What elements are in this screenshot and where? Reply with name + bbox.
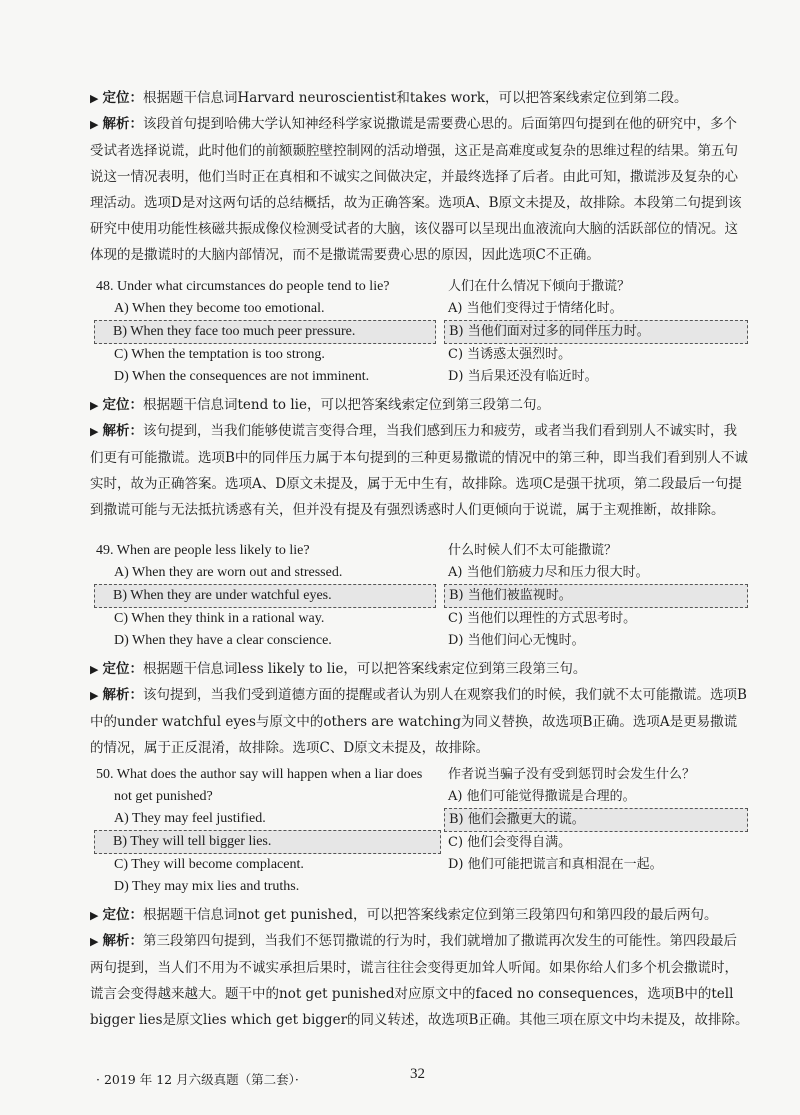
q50-locate: ▶ 定位：根据题干信息词not get punished，可以把答案线索定位到第三段第四句和第四段的最后两句。 xyxy=(90,907,718,923)
q49-stem: 49. When are people less likely to lie? xyxy=(96,543,310,558)
q47-analysis: ▶ 解析：该段首句提到哈佛大学认知神经科学家说撒谎是需要费心思的。后面第四句提到在他的研究中，多个受试者选择说谎，此时他们的前额颞腔壁控制网的活动增强，这正是高难度或复杂的思维过程的结果。第五句说这一情况表明，他们当时正在真相和不诚实之间做决定，并最终选择了后者。由此可知，撒谎涉及复杂的心理活动。选项D是对这两句话的总结概括，故为正确答案。选项A、B原文未提及，故排除。本段第二句提到该研究中使用功能性核磁共振成像仪检测受试者的大脑，该仪器可以呈现出血液流向大脑的活跃部位的情况。这体现的是撒谎时的大脑内部情况，而不是撒谎需要费心思的原因，因此选项C不正确。 xyxy=(90,116,742,263)
q47-locate: ▶ 定位：根据题干信息词Harvard neuroscientist和takes work，可以把答案线索定位到第二段。 xyxy=(90,90,688,106)
q49-cn-option-b-answer: B) 当他们被监视时。 xyxy=(444,584,748,608)
q50-stem-line2: not get punished? xyxy=(114,789,213,804)
q48-analysis: ▶ 解析：该句提到，当我们能够使谎言变得合理，当我们感到压力和疲劳，或者当我们看到别人不诚实时，我们更有可能撒谎。选项B中的同伴压力属于本句提到的三种更易撒谎的情况中的第三种，即当我们看到别人不诚实时，故为正确答案。选项A、D原文未提及，属于无中生有，故排除。选项C是强干扰项，第二段最后一句提到撒谎可能与无法抵抗诱惑有关，但并没有提及有强烈诱惑时人们更倾向于说谎，属于主观推断，故排除。 xyxy=(90,423,748,518)
q50-analysis: ▶ 解析：第三段第四句提到，当我们不惩罚撒谎的行为时，我们就增加了撒谎再次发生的可能性。第四段最后两句提到，当人们不用为不诚实承担后果时，谎言往往会变得更加耸人听闻。如果你给人们多个机会撒谎时，谎言会变得越来越大。题干中的not get punished对应原文中的faced no consequences，选项B中的tell bigger lies是原文lies which get bigger的同义转述，故选项B正确。其他三项在原文中均未提及，故排除。 xyxy=(90,933,749,1028)
q50-cn-option-d: D) 他们可能把谎言和真相混在一起。 xyxy=(448,857,663,872)
q48-option-d: D) When the consequences are not imminent. xyxy=(114,369,370,384)
q50-option-d: D) They may mix lies and truths. xyxy=(114,879,300,894)
q50-cn-option-a: A) 他们可能觉得撒谎是合理的。 xyxy=(448,789,636,804)
q48-cn-option-d: D) 当后果还没有临近时。 xyxy=(448,369,598,384)
q48-cn-option-b-answer: B) 当他们面对过多的同伴压力时。 xyxy=(444,320,748,344)
footer-source: · 2019 年 12 月六级真题（第二套）· xyxy=(96,1072,299,1087)
q48-cn-option-a: A) 当他们变得过于情绪化时。 xyxy=(448,301,623,316)
q50-cn-stem: 作者说当骗子没有受到惩罚时会发生什么？ xyxy=(448,767,696,782)
q50-stem-line1: 50. What does the author say will happen when a liar does xyxy=(96,767,423,782)
q50-cn-option-b-answer: B) 他们会撒更大的谎。 xyxy=(444,808,748,832)
arrow-icon: ▶ xyxy=(90,92,99,105)
q48-locate: ▶ 定位：根据题干信息词tend to lie，可以把答案线索定位到第三段第二句。 xyxy=(90,397,550,413)
q49-option-a: A) When they are worn out and stressed. xyxy=(114,565,343,580)
q48-english xyxy=(96,276,436,388)
q50-option-c: C) They will become complacent. xyxy=(114,857,304,872)
q50-english xyxy=(96,764,441,898)
q49-option-b-answer: B) When they are under watchful eyes. xyxy=(94,584,436,608)
arrow-icon: ▶ xyxy=(90,909,99,922)
q50-option-a: A) They may feel justified. xyxy=(114,811,266,826)
arrow-icon: ▶ xyxy=(90,118,99,131)
q48-option-c: C) When the temptation is too strong. xyxy=(114,347,325,362)
q49-option-d: D) When they have a clear conscience. xyxy=(114,633,332,648)
q49-cn-stem: 什么时候人们不太可能撒谎？ xyxy=(448,543,618,558)
q50-option-b-answer: B) They will tell bigger lies. xyxy=(94,830,441,854)
q50-chinese xyxy=(448,764,748,876)
arrow-icon: ▶ xyxy=(90,399,99,412)
q49-option-c: C) When they think in a rational way. xyxy=(114,611,325,626)
q49-cn-option-d: D) 当他们问心无愧时。 xyxy=(448,633,585,648)
q49-cn-option-c: C) 当他们以理性的方式思考时。 xyxy=(448,611,637,626)
q48-chinese xyxy=(448,276,748,388)
arrow-icon: ▶ xyxy=(90,935,99,948)
arrow-icon: ▶ xyxy=(90,663,99,676)
q49-analysis: ▶ 解析：该句提到，当我们受到道德方面的提醒或者认为别人在观察我们的时候，我们就不太可能撒谎。选项B中的under watchful eyes与原文中的others are watching为同义替换，故选项B正确。选项A是更易撒谎的情况，属于正反混淆，故排除。选项C、D原文未提及，故排除。 xyxy=(90,687,747,756)
arrow-icon: ▶ xyxy=(90,689,99,702)
q48-cn-option-c: C) 当诱惑太强烈时。 xyxy=(448,347,572,362)
page-number: 32 xyxy=(410,1066,425,1082)
q49-english xyxy=(96,540,436,652)
q48-option-a: A) When they become too emotional. xyxy=(114,301,325,316)
q48-cn-stem: 人们在什么情况下倾向于撒谎？ xyxy=(448,279,631,294)
q50-cn-option-c: C) 他们会变得自满。 xyxy=(448,835,572,850)
q48-option-b-answer: B) When they face too much peer pressure. xyxy=(94,320,436,344)
q49-cn-option-a: A) 当他们筋疲力尽和压力很大时。 xyxy=(448,565,649,580)
q49-chinese xyxy=(448,540,748,652)
q49-locate: ▶ 定位：根据题干信息词less likely to lie，可以把答案线索定位到第三段第三句。 xyxy=(90,661,587,677)
arrow-icon: ▶ xyxy=(90,425,99,438)
q48-stem: 48. Under what circumstances do people tend to lie? xyxy=(96,279,390,294)
